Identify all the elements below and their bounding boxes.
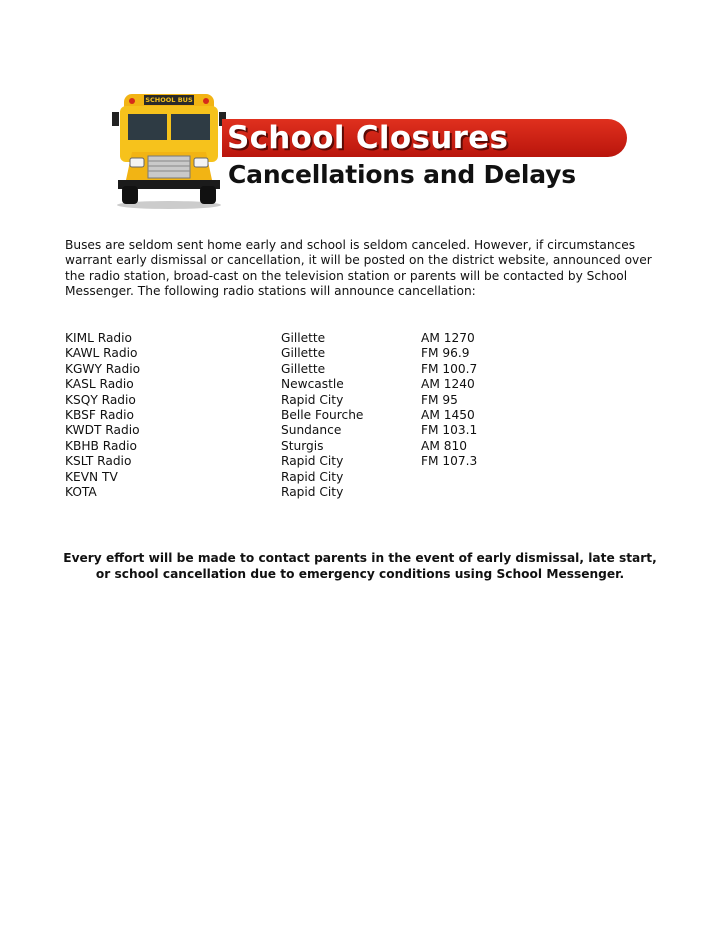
- station-row: [65, 346, 545, 361]
- station-frequency: AM 1240: [421, 377, 475, 392]
- station-row: [65, 423, 545, 438]
- header-banner: [110, 92, 635, 212]
- station-row: [65, 331, 545, 346]
- station-frequency: AM 1450: [421, 407, 475, 422]
- station-row: [65, 485, 545, 500]
- station-city: Belle Fourche: [281, 407, 364, 422]
- station-city: Gillette: [281, 361, 326, 376]
- bus-sign-text: SCHOOL BUS: [145, 96, 193, 104]
- station-city: Gillette: [281, 346, 326, 361]
- intro-paragraph: Buses are seldom sent home early and school is seldom canceled. However, if circumstances warrant early dismissal or cancellation, it will be posted on the district website, announced over the radio station, broad-cast on the television station or parents will be contacted by School Messenger. The following radio stations will announce cancellation:: [65, 238, 652, 299]
- notice-line-1: Every effort will be made to contact parents in the event of early dismissal, late start,: [63, 551, 657, 565]
- station-name: KIML Radio: [65, 331, 133, 345]
- station-city: Sturgis: [281, 438, 324, 453]
- station-name: KASL Radio: [65, 377, 134, 392]
- station-name: KEVN TV: [65, 469, 118, 484]
- station-city: Rapid City: [281, 484, 344, 499]
- station-row: [65, 408, 545, 423]
- school-bus-icon: [110, 92, 228, 210]
- station-name: KOTA: [65, 484, 97, 499]
- page-title: School Closures: [227, 120, 509, 156]
- station-row: [65, 393, 545, 408]
- station-list: [65, 331, 545, 500]
- station-city: Rapid City: [281, 469, 344, 484]
- bus-sign: [144, 95, 194, 105]
- station-name: KSQY Radio: [65, 392, 136, 407]
- notice-line-2: or school cancellation due to emergency conditions using School Messenger.: [95, 567, 625, 581]
- station-frequency: FM 107.3: [421, 454, 478, 469]
- contact-notice: [60, 550, 660, 582]
- station-frequency: AM 1270: [421, 331, 475, 345]
- station-row: [65, 454, 545, 469]
- station-frequency: FM 95: [421, 392, 458, 407]
- station-row: [65, 362, 545, 377]
- page-subtitle: Cancellations and Delays: [228, 160, 576, 189]
- station-city: Newcastle: [281, 377, 344, 392]
- station-name: KWDT Radio: [65, 423, 140, 438]
- station-frequency: FM 96.9: [421, 346, 470, 361]
- station-frequency: AM 810: [421, 438, 467, 453]
- station-row: [65, 439, 545, 454]
- station-city: Gillette: [281, 331, 326, 345]
- station-name: KGWY Radio: [65, 361, 141, 376]
- station-city: Rapid City: [281, 454, 344, 469]
- station-name: KSLT Radio: [65, 454, 132, 469]
- station-city: Rapid City: [281, 392, 344, 407]
- station-name: KBHB Radio: [65, 438, 137, 453]
- station-name: KBSF Radio: [65, 407, 135, 422]
- station-city: Sundance: [281, 423, 342, 438]
- station-frequency: FM 103.1: [421, 423, 478, 438]
- station-frequency: FM 100.7: [421, 361, 478, 376]
- station-row: [65, 377, 545, 392]
- station-row: [65, 470, 545, 485]
- station-name: KAWL Radio: [65, 346, 138, 361]
